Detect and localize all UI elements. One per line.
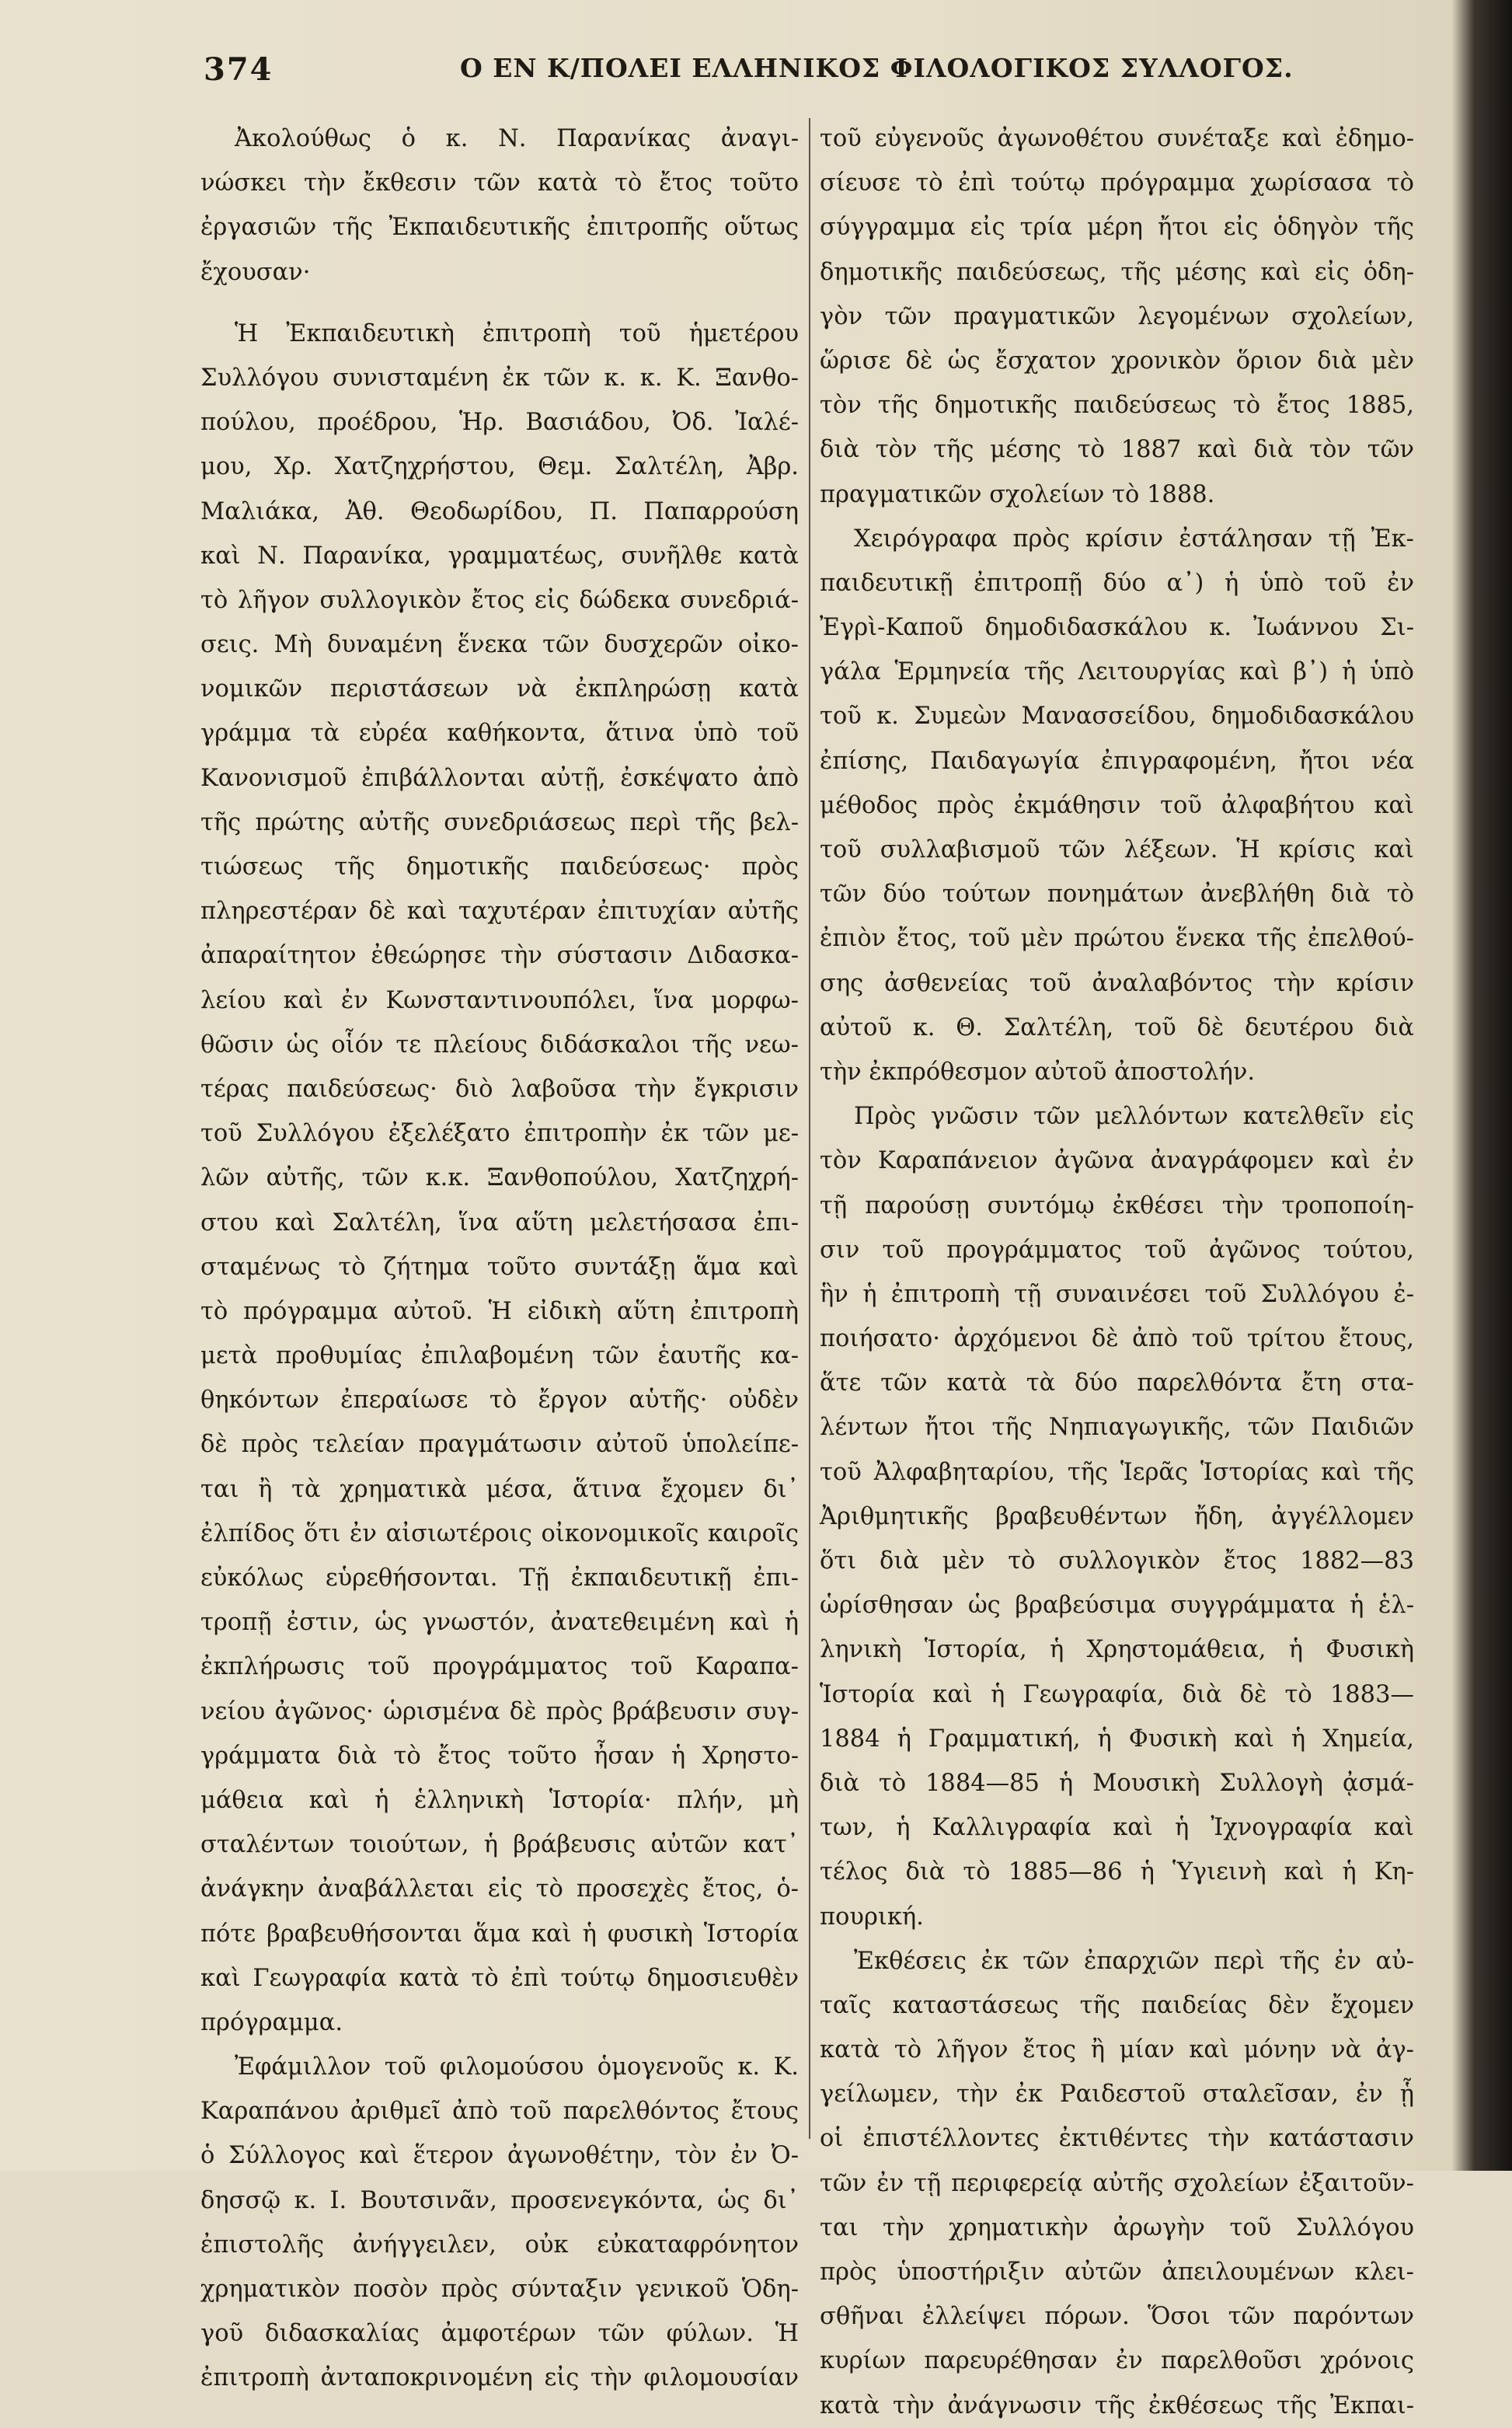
text-line: μου, Χρ. Χατζηχρήστου, Θεμ. Σαλτέλη, Ἀβρ. bbox=[200, 453, 799, 481]
text-line: ἐλπίδος ὅτι ἐν αἰσιωτέροις οἰκονομικοῖς καιροῖς bbox=[200, 1519, 799, 1547]
text-line: τοῦ Ἀλφαβηταρίου, τῆς Ἱερᾶς Ἱστορίας καὶ τῆς bbox=[820, 1458, 1414, 1486]
text-line: ται τὴν χρηματικὴν ἀρωγὴν τοῦ Συλλόγου bbox=[820, 2213, 1414, 2241]
text-line: τιώσεως τῆς δημοτικῆς παιδεύσεως· πρὸς bbox=[200, 853, 799, 881]
text-line: ἅτε τῶν κατὰ τὰ δύο παρελθόντα ἔτη στα- bbox=[820, 1369, 1414, 1397]
paragraph-gap bbox=[200, 295, 799, 312]
text-line: ἔχουσαν· bbox=[200, 258, 311, 286]
text-line: πουρική. bbox=[820, 1903, 924, 1931]
text-line: των, ἡ Καλλιγραφία καὶ ἡ Ἰχνογραφία καὶ bbox=[820, 1814, 1414, 1842]
text-line: διὰ τὸ 1884—85 ἡ Μουσικὴ Συλλογὴ ᾀσμά- bbox=[820, 1769, 1414, 1797]
text-line: ἐκπλήρωσις τοῦ προγράμματος τοῦ Καραπα- bbox=[200, 1653, 799, 1681]
text-line: τὸ πρόγραμμα αὐτοῦ. Ἡ εἰδικὴ αὕτη ἐπιτροπὴ bbox=[200, 1297, 799, 1325]
column-divider bbox=[809, 118, 810, 2139]
text-line: τοῦ συλλαβισμοῦ τῶν λέξεων. Ἡ κρίσις καὶ bbox=[820, 836, 1414, 863]
text-line: τῶν ἐν τῇ περιφερείᾳ αὐτῆς σχολείων ἐξαιτοῦν- bbox=[820, 2169, 1414, 2197]
text-line: ληνικὴ Ἱστορία, ἡ Χρηστομάθεια, ἡ Φυσικὴ bbox=[820, 1636, 1414, 1664]
text-line: στου καὶ Σαλτέλη, ἵνα αὕτη μελετήσασα ἐπι- bbox=[200, 1209, 799, 1237]
text-line: σιν τοῦ προγράμματος τοῦ ἀγῶνος τούτου, bbox=[820, 1236, 1414, 1264]
text-line: ἀνάγκην ἀναβάλλεται εἰς τὸ προσεχὲς ἔτος, ὁ- bbox=[200, 1875, 799, 1903]
text-line: τοῦ Συλλόγου ἐξελέξατο ἐπιτροπὴν ἐκ τῶν με- bbox=[200, 1120, 799, 1148]
text-line: σίευσε τὸ ἐπὶ τούτῳ πρόγραμμα χωρίσασα τὸ bbox=[820, 169, 1414, 197]
text-line: Πρὸς γνῶσιν τῶν μελλόντων κατελθεῖν εἰς bbox=[854, 1103, 1414, 1131]
text-line: γοῦ διδασκαλίας ἀμφοτέρων τῶν φύλων. Ἡ bbox=[200, 2320, 799, 2348]
text-line: Συλλόγου συνισταμένη ἐκ τῶν κ. κ. Κ. Ξανθο- bbox=[200, 364, 799, 392]
text-line: ταῖς καταστάσεως τῆς παιδείας δὲν ἔχομεν bbox=[820, 1991, 1414, 2019]
text-line: μετὰ προθυμίας ἐπιλαβομένη τῶν ἑαυτῆς κα- bbox=[200, 1342, 799, 1370]
text-line: νώσκει τὴν ἔκθεσιν τῶν κατὰ τὸ ἔτος τοῦτο bbox=[200, 169, 799, 197]
text-line: ἐργασιῶν τῆς Ἐκπαιδευτικῆς ἐπιτροπῆς οὕτως bbox=[200, 214, 799, 242]
text-line: λῶν αὐτῆς, τῶν κ.κ. Ξανθοπούλου, Χατζηχρή- bbox=[200, 1164, 799, 1192]
text-line: κατὰ τὴν ἀνάγνωσιν τῆς ἐκθέσεως τῆς Ἐκπαι- bbox=[820, 2391, 1414, 2419]
text-line: χρηματικὸν ποσὸν πρὸς σύνταξιν γενικοῦ Ὁδη- bbox=[200, 2276, 799, 2303]
text-line: γράμματα διὰ τὸ ἔτος τοῦτο ἦσαν ἡ Χρηστο- bbox=[200, 1742, 799, 1770]
text-line: τοῦ κ. Συμεὼν Μανασσείδου, δημοδιδασκάλου bbox=[820, 703, 1414, 731]
text-line: διὰ τὸν τῆς μέσης τὸ 1887 καὶ διὰ τὸν τῶν bbox=[820, 436, 1414, 464]
running-title: Ο ΕΝ Κ/ΠΟΛΕΙ ΕΛΛΗΝΙΚΟΣ ΦΙΛΟΛΟΓΙΚΟΣ ΣΥΛΛΟΓΟΣ. bbox=[460, 53, 1294, 83]
text-line: οἱ ἐπιστέλλοντες ἐκτιθέντες τὴν κατάστασιν bbox=[820, 2125, 1414, 2153]
text-line: ἣν ἡ ἐπιτροπὴ τῇ συναινέσει τοῦ Συλλόγου ἐ- bbox=[820, 1280, 1414, 1308]
text-line: σθῆναι ἐλλείψει πόρων. Ὅσοι τῶν παρόντων bbox=[820, 2303, 1414, 2331]
text-line: τέλος διὰ τὸ 1885—86 ἡ Ὑγιεινὴ καὶ ἡ Κη- bbox=[820, 1858, 1414, 1886]
text-line: κατὰ τὸ λῆγον ἔτος ἢ μίαν καὶ μόνην νὰ ἀγ- bbox=[820, 2036, 1414, 2064]
text-line: θῶσιν ὡς οἷόν τε πλείους διδάσκαλοι τῆς νεω- bbox=[200, 1031, 799, 1059]
text-line: ποιήσατο· ἀρχόμενοι δὲ ἀπὸ τοῦ τρίτου ἔτους, bbox=[820, 1325, 1414, 1353]
text-line: Ἱστορία καὶ ἡ Γεωγραφία, διὰ δὲ τὸ 1883— bbox=[820, 1680, 1414, 1708]
text-line: τροπῇ ἐστιν, ὡς γνωστόν, ἀνατεθειμένη καὶ ἡ bbox=[200, 1609, 799, 1637]
text-line: θηκόντων ἐπεραίωσε τὸ ἔργον αὑτῆς· οὐδὲν bbox=[200, 1387, 799, 1415]
text-line: σης ἀσθενείας τοῦ ἀναλαβόντος τὴν κρίσιν bbox=[820, 969, 1414, 997]
text-line: καὶ Γεωγραφία κατὰ τὸ ἐπὶ τούτῳ δημοσιευθὲν bbox=[200, 1964, 799, 1992]
text-line: τῇ παρούσῃ συντόμῳ ἐκθέσει τὴν τροποποίη- bbox=[820, 1191, 1414, 1219]
text-line: γὸν τῶν πραγματικῶν λεγομένων σχολείων, bbox=[820, 302, 1414, 330]
text-line: Ἀκολούθως ὁ κ. Ν. Παρανίκας ἀναγι- bbox=[235, 125, 799, 152]
text-line: τὸν τῆς δημοτικῆς παιδεύσεως τὸ ἔτος 1885, bbox=[820, 392, 1414, 420]
text-line: τὴν ἐκπρόθεσμον αὐτοῦ ἀποστολήν. bbox=[820, 1058, 1256, 1086]
text-line: τέρας παιδεύσεως· διὸ λαβοῦσα τὴν ἔγκρισιν bbox=[200, 1075, 799, 1103]
text-line: πρὸς ὑποστήριξιν αὐτῶν ἀπειλουμένων κλει- bbox=[820, 2259, 1414, 2286]
text-line: εὐκόλως εὑρεθήσονται. Τῇ ἐκπαιδευτικῇ ἐπι- bbox=[200, 1565, 799, 1592]
text-line: λέντων ἤτοι τῆς Νηπιαγωγικῆς, τῶν Παιδιῶν bbox=[820, 1414, 1414, 1442]
text-line: ἐπίσης, Παιδαγωγία ἐπιγραφομένη, ἤτοι νέα bbox=[820, 747, 1414, 775]
text-line: Ἐκθέσεις ἐκ τῶν ἐπαρχιῶν περὶ τῆς ἐν αὐ- bbox=[854, 1947, 1414, 1975]
text-line: σύγγραμμα εἰς τρία μέρη ἤτοι εἰς ὁδηγὸν τῆς bbox=[820, 214, 1414, 242]
text-line: ὁ Σύλλογος καὶ ἕτερον ἀγωνοθέτην, τὸν ἐν Ὀ- bbox=[200, 2142, 799, 2170]
text-line: τὸ λῆγον συλλογικὸν ἔτος εἰς δώδεκα συνεδριά- bbox=[200, 586, 799, 614]
text-line: μάθεια καὶ ἡ ἑλληνικὴ Ἱστορία· πλήν, μὴ bbox=[200, 1786, 799, 1814]
text-line: καὶ Ν. Παρανίκα, γραμματέως, συνῆλθε κατὰ bbox=[200, 542, 799, 570]
text-line: πληρεστέραν δὲ καὶ ταχυτέραν ἐπιτυχίαν αὐτῆς bbox=[200, 898, 799, 926]
text-line: πότε βραβευθήσονται ἅμα καὶ ἡ φυσικὴ Ἱστορία bbox=[200, 1920, 799, 1948]
text-line: ὅτι διὰ μὲν τὸ συλλογικὸν ἔτος 1882—83 bbox=[820, 1547, 1414, 1575]
text-line: πρόγραμμα. bbox=[200, 2008, 343, 2036]
text-line: γράμμα τὰ εὐρέα καθήκοντα, ἅτινα ὑπὸ τοῦ bbox=[200, 720, 799, 748]
text-line: ὥρισε δὲ ὡς ἔσχατον χρονικὸν ὅριον διὰ μὲν bbox=[820, 347, 1414, 375]
text-line: σεις. Μὴ δυναμένη ἕνεκα τῶν δυσχερῶν οἰκο- bbox=[200, 631, 799, 659]
text-line: τὸν Καραπάνειον ἀγῶνα ἀναγράφομεν καὶ ἐν bbox=[820, 1147, 1414, 1175]
right-text-column bbox=[820, 117, 1414, 2428]
text-line: Ἐγρὶ-Καποῦ δημοδιδασκάλου κ. Ἰωάννου Σι- bbox=[820, 614, 1414, 642]
text-line: ὡρίσθησαν ὡς βραβεύσιμα συγγράμματα ἡ ἑλ- bbox=[820, 1592, 1414, 1620]
text-line: γείλωμεν, τὴν ἐκ Ραιδεστοῦ σταλεῖσαν, ἐν ᾗ bbox=[820, 2081, 1414, 2109]
text-line: ἀπαραίτητον ἐθεώρησε τὴν σύστασιν Διδασκα- bbox=[200, 942, 799, 970]
text-line: ἐπιστολῆς ἀνήγγειλεν, οὐκ εὐκαταφρόνητον bbox=[200, 2231, 799, 2259]
text-line: κυρίων παρευρέθησαν ἐν παρελθοῦσι χρόνοις bbox=[820, 2347, 1414, 2375]
text-line: ἐπιὸν ἔτος, τοῦ μὲν πρώτου ἕνεκα τῆς ἐπελθού- bbox=[820, 925, 1414, 953]
text-line: μέθοδος πρὸς ἐκμάθησιν τοῦ ἀλφαβήτου καὶ bbox=[820, 791, 1414, 819]
text-line: δημοτικῆς παιδεύσεως, τῆς μέσης καὶ εἰς ὁδη- bbox=[820, 258, 1414, 286]
text-line: Μαλιάκα, Ἀθ. Θεοδωρίδου, Π. Παπαρρούση bbox=[200, 497, 799, 525]
text-line: τοῦ εὐγενοῦς ἀγωνοθέτου συνέταξε καὶ ἐδημο- bbox=[820, 125, 1414, 152]
text-line: πραγματικῶν σχολείων τὸ 1888. bbox=[820, 480, 1215, 508]
text-line: λείου καὶ ἐν Κωνσταντινουπόλει, ἵνα μορφω- bbox=[200, 986, 799, 1014]
text-line: παιδευτικῇ ἐπιτροπῇ δύο α᾽) ἡ ὑπὸ τοῦ ἐν bbox=[820, 569, 1414, 597]
text-line: Ἐφάμιλλον τοῦ φιλομούσου ὁμογενοῦς κ. Κ. bbox=[235, 2053, 799, 2081]
text-line: Χειρόγραφα πρὸς κρίσιν ἐστάλησαν τῇ Ἐκ- bbox=[854, 525, 1414, 553]
text-line: 1884 ἡ Γραμματική, ἡ Φυσικὴ καὶ ἡ Χημεία, bbox=[820, 1725, 1414, 1753]
text-line: δησσῷ κ. Ι. Βουτσινᾶν, προσενεγκόντα, ὡς δι᾽ bbox=[200, 2186, 799, 2214]
text-line: Καραπάνου ἀριθμεῖ ἀπὸ τοῦ παρελθόντος ἔτους bbox=[200, 2098, 799, 2126]
text-line: δὲ πρὸς τελείαν πραγμάτωσιν αὐτοῦ ὑπολείπε- bbox=[200, 1431, 799, 1459]
page-header bbox=[204, 45, 1294, 99]
text-line: Ἀριθμητικῆς βραβευθέντων ἤδη, ἀγγέλλομεν bbox=[820, 1502, 1414, 1530]
text-line: Ἡ Ἐκπαιδευτικὴ ἐπιτροπὴ τοῦ ἡμετέρου bbox=[235, 319, 799, 347]
text-line: αὐτοῦ κ. Θ. Σαλτέλη, τοῦ δὲ δευτέρου διὰ bbox=[820, 1013, 1414, 1041]
text-line: ἐπιτροπὴ ἀνταποκρινομένη εἰς τὴν φιλομουσίαν bbox=[200, 2364, 799, 2392]
text-line: τῆς πρώτης αὐτῆς συνεδριάσεως περὶ τῆς βελ- bbox=[200, 808, 799, 836]
text-line: νείου ἀγῶνος· ὡρισμένα δὲ πρὸς βράβευσιν συγ- bbox=[200, 1697, 799, 1725]
text-line: σταμένως τὸ ζήτημα τοῦτο συντάξῃ ἅμα καὶ bbox=[200, 1253, 799, 1281]
text-line: Κανονισμοῦ ἐπιβάλλονται αὐτῇ, ἐσκέψατο ἀπὸ bbox=[200, 764, 799, 792]
text-line: γάλα Ἑρμηνεία τῆς Λειτουργίας καὶ β᾽) ἡ ὑπὸ bbox=[820, 658, 1414, 686]
text-line: νομικῶν περιστάσεων νὰ ἐκπληρώσῃ κατὰ bbox=[200, 675, 799, 703]
text-line: σταλέντων τοιούτων, ἡ βράβευσις αὐτῶν κατ᾽ bbox=[200, 1831, 799, 1859]
text-line: τῶν δύο τούτων πονημάτων ἀνεβλήθη διὰ τὸ bbox=[820, 881, 1414, 909]
text-line: ται ἢ τὰ χρηματικὰ μέσα, ἅτινα ἔχομεν δι᾽ bbox=[200, 1475, 799, 1503]
text-line: πούλου, προέδρου, Ἡρ. Βασιάδου, Ὀδ. Ἰαλέ- bbox=[200, 409, 799, 437]
left-text-column bbox=[200, 117, 799, 2401]
page-number: 374 bbox=[204, 51, 273, 88]
